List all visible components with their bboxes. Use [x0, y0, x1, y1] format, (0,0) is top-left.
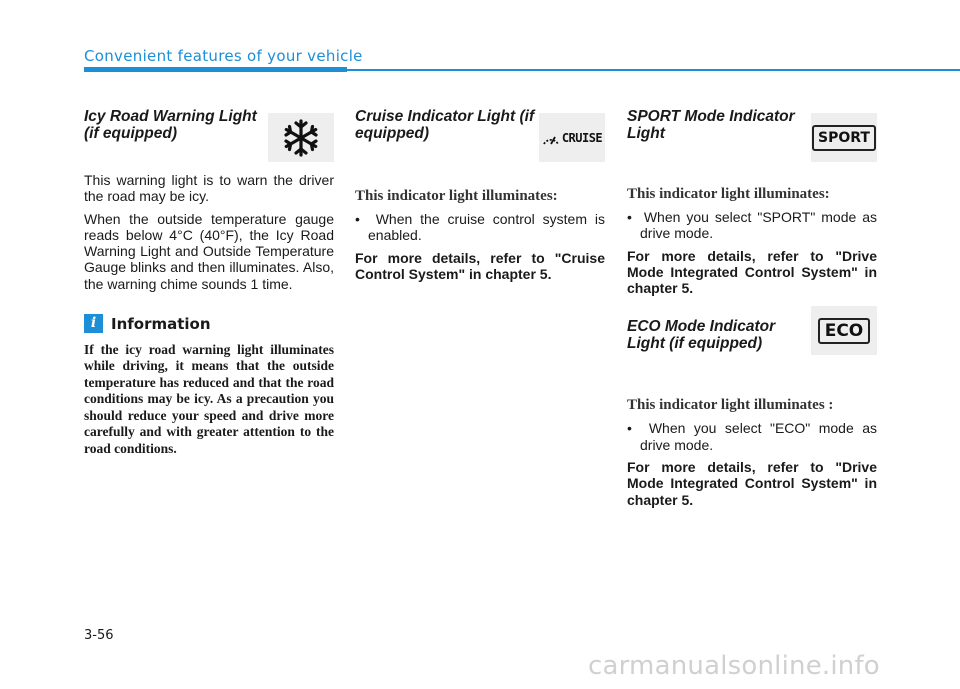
icy-road-para1: This warning light is to warn the driver the road may be icy.	[84, 172, 334, 205]
sport-bullet-text: When you select "SPORT" mode as drive mode.	[640, 209, 877, 242]
information-body: If the icy road warning light illuminates while driving, it means that the outside temperature has reduced and that the road conditions may be icy. As a precaution you should reduce your speed and drive more carefully and with greater attention to the road conditions.	[84, 342, 334, 456]
sport-title: SPORT Mode Indicator Light	[627, 108, 795, 142]
eco-bullet: • When you select "ECO" mode as drive mode.	[627, 420, 877, 453]
sport-mode-icon	[811, 113, 877, 162]
cruise-title: Cruise Indicator Light (if equipped)	[355, 108, 535, 142]
sport-heading-block	[627, 108, 877, 164]
cruise-bullet-text: When the cruise control system is enabled.	[368, 211, 605, 244]
sport-icon-label: SPORT	[812, 125, 876, 151]
information-heading	[84, 314, 334, 333]
column-icy-road	[84, 108, 334, 457]
sport-bullet: • When you select "SPORT" mode as drive mode.	[627, 209, 877, 242]
eco-title: ECO Mode Indicator Light (if equipped)	[627, 318, 776, 353]
page-number: 3-56	[84, 628, 114, 643]
column-cruise	[355, 108, 605, 282]
sport-lead: This indicator light illuminates:	[627, 186, 830, 202]
watermark: carmanualsonline.info	[588, 651, 880, 681]
cruise-reference: For more details, refer to "Cruise Control System" in chapter 5.	[355, 249, 605, 282]
header-rule	[347, 69, 960, 71]
eco-reference: For more details, refer to "Drive Mode Integrated Control System" in chapter 5.	[627, 459, 877, 508]
cruise-bullet: • When the cruise control system is enabled.	[355, 211, 605, 244]
section-header-title: Convenient features of your vehicle	[84, 47, 363, 65]
column-drive-modes	[627, 108, 877, 508]
eco-heading-block	[627, 318, 877, 374]
eco-mode-icon	[811, 306, 877, 355]
cruise-lead: This indicator light illuminates:	[355, 188, 558, 204]
icy-road-para2: When the outside temperature gauge reads below 4°C (40°F), the Icy Road Warning Light and Outside Temperature Gauge blinks and then illuminates. Also, the warning chime sounds 1 time.	[84, 210, 334, 292]
cruise-icon-label: CRUISE	[561, 130, 603, 145]
eco-lead: This indicator light illuminates :	[627, 397, 834, 414]
info-icon: i	[84, 314, 103, 333]
icy-road-heading-block	[84, 108, 334, 164]
cruise-heading-block	[355, 108, 605, 164]
snowflake-icon	[268, 113, 334, 162]
cruise-indicator-icon	[539, 113, 605, 162]
sport-reference: For more details, refer to "Drive Mode Integrated Control System" in chapter 5.	[627, 247, 877, 297]
eco-bullet-text: When you select "ECO" mode as drive mode.	[640, 420, 877, 453]
header-bar-accent	[84, 67, 347, 72]
icy-road-title: Icy Road Warning Light (if equipped)	[84, 108, 257, 142]
eco-icon-label: ECO	[818, 318, 871, 344]
information-title: Information	[111, 314, 211, 333]
